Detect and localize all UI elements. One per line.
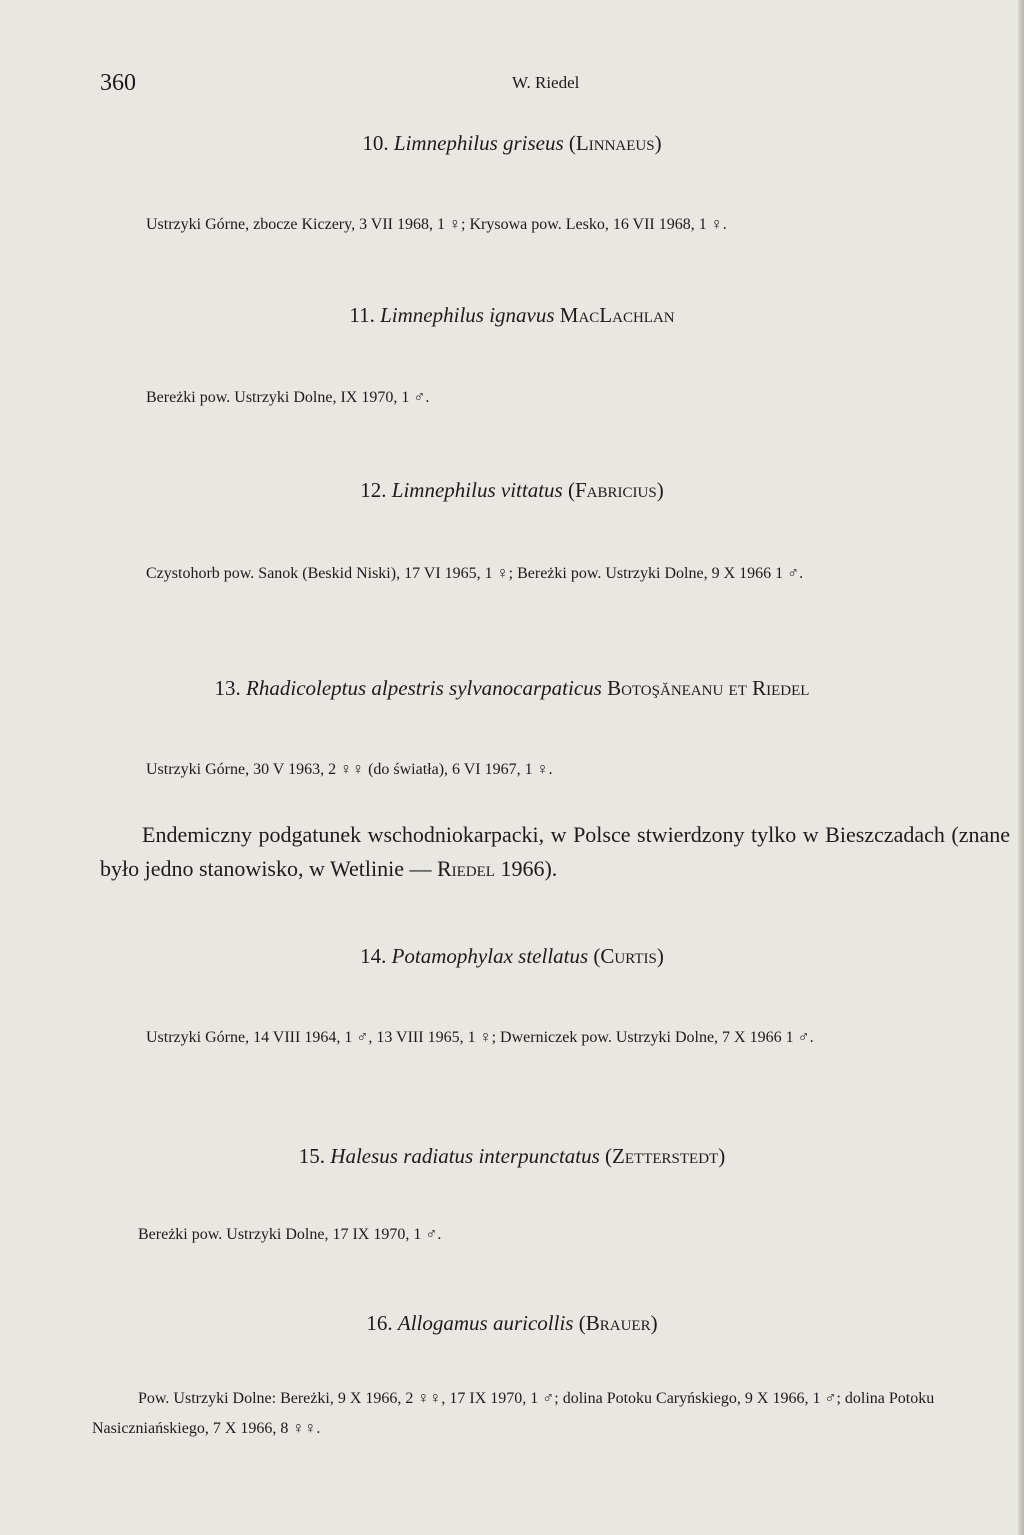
running-head-author: W. Riedel [512,73,580,92]
species-heading: 16. Allogamus auricollis (Brauer) [366,1311,658,1335]
species-heading [0,303,1024,328]
page-edge-shadow [1018,0,1024,1535]
species-records: Ustrzyki Górne, 30 V 1963, 2 ♀♀ (do światła), 6 VI 1967, 1 ♀. [146,761,553,778]
species-number: 10. [362,131,389,155]
species-heading: 15. Halesus radiatus interpunctatus (Zetterstedt) [298,1144,726,1168]
species-author: Botoşăneanu et Riedel [607,676,810,700]
species-name: Halesus radiatus interpunctatus [330,1144,600,1168]
species-records: Czystohorb pow. Sanok (Beskid Niski), 17 VI 1965, 1 ♀; Bereżki pow. Ustrzyki Dolne, 9 X 1966 1 ♂. [146,565,804,582]
species-author: Linnaeus [575,131,655,155]
species-author: Zetterstedt [612,1144,719,1168]
species-number: 11. [349,303,375,327]
species-heading: 10. Limnephilus griseus (Linnaeus) [362,131,662,155]
species-heading: 14. Potamophylax stellatus (Curtis) [360,944,664,968]
species-name: Potamophylax stellatus [391,944,589,968]
species-number: 16. [366,1311,393,1335]
species-records: Bereżki pow. Ustrzyki Dolne, 17 IX 1970, 1 ♂. [138,1226,442,1243]
species-number: 12. [360,478,387,502]
species-author: Fabricius [574,478,657,502]
species-author: Brauer [585,1311,651,1335]
species-heading [0,676,1024,701]
species-records: Ustrzyki Górne, 14 VIII 1964, 1 ♂, 13 VIII 1965, 1 ♀; Dwerniczek pow. Ustrzyki Dolne, 7 X 1966 1 ♂. [146,1029,814,1046]
species-remark [100,818,1010,886]
species-heading: 12. Limnephilus vittatus (Fabricius) [360,478,664,502]
page-number: 360 [100,70,136,96]
species-records: Pow. Ustrzyki Dolne: Bereżki, 9 X 1966, 2 ♀♀, 17 IX 1970, 1 ♂; dolina Potoku Caryńskiego, 9 X 1966, 1 ♂; dolina Potoku Nasiczniańskiego, 7 X 1966, 8 ♀♀. [92,1390,935,1437]
species-number: 15. [298,1144,326,1168]
remark-tail: 1966). [494,856,558,881]
remark-author: Riedel [436,856,495,881]
species-name: Limnephilus ignavus [380,303,555,327]
remark-text: Endemiczny podgatunek wschodniokarpacki, w Polsce stwierdzony tylko w Bieszczadach (znane było jedno stanowisko, w Wetlinie — [100,822,1010,881]
species-author: MacLachlan [559,303,675,327]
species-records: Bereżki pow. Ustrzyki Dolne, IX 1970, 1 ♂. [146,389,430,406]
species-name: Rhadicoleptus alpestris sylvanocarpaticus [246,676,602,700]
species-records: Ustrzyki Górne, zbocze Kiczery, 3 VII 1968, 1 ♀; Krysowa pow. Lesko, 16 VII 1968, 1 ♀. [146,216,727,233]
species-author: Curtis [600,944,657,968]
species-number: 14. [360,944,387,968]
species-name: Allogamus auricollis [397,1311,574,1335]
species-number: 13. [214,676,241,700]
species-name: Limnephilus vittatus [391,478,563,502]
species-name: Limnephilus griseus [393,131,564,155]
